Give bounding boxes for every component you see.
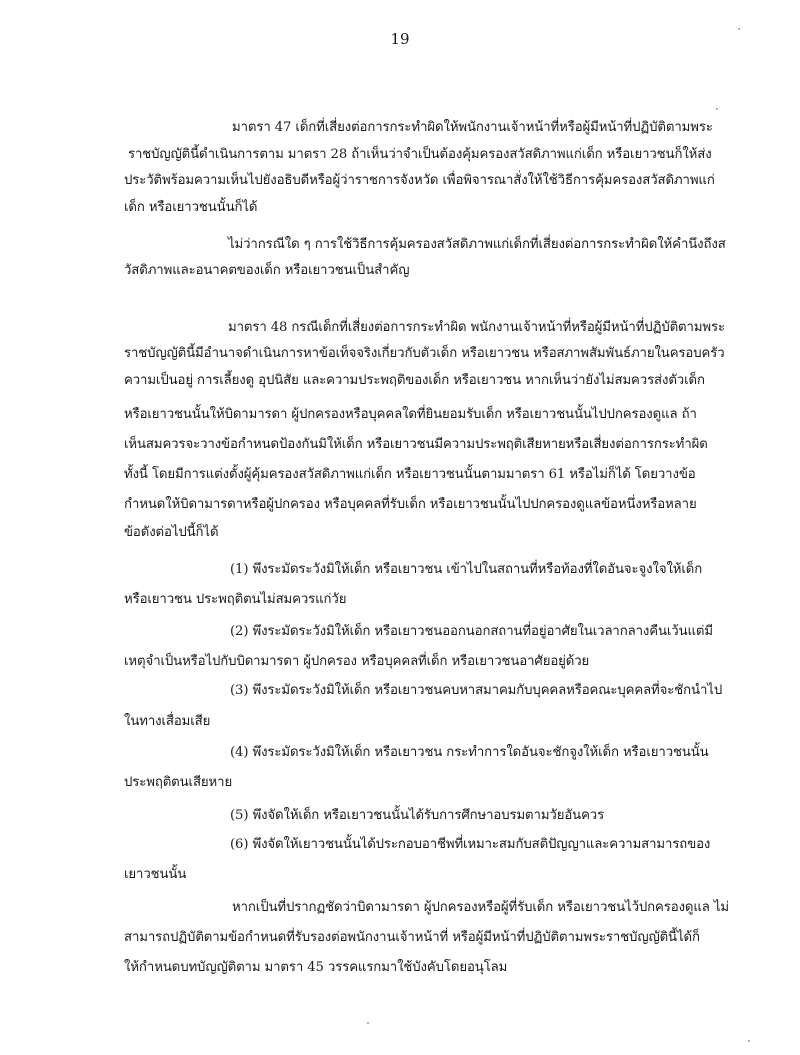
page-number: 19 xyxy=(390,30,410,48)
section-48-line: ให้กำหนดบทบัญญัติตาม มาตรา 45 วรรคแรกมาใช้บังคับโดยอนุโลม xyxy=(124,960,508,975)
section-47-line: ประวัติพร้อมความเห็นไปยังอธิบดีหรือผู้ว่าราชการจังหวัด เพื่อพิจารณาสั่งให้ใช้วิธีการคุ้มครองสวัสดิภาพแก่ xyxy=(124,173,715,188)
clause-6-line: เยาวชนนั้น xyxy=(124,867,187,882)
section-48-line: กำหนดให้บิดามารดาหรือผู้ปกครอง หรือบุคคลที่รับเด็ก หรือเยาวชนนั้นไปปกครองดูแลข้อหนึ่งหรือหลาย xyxy=(124,497,697,512)
scan-speck xyxy=(367,1022,369,1024)
section-48-line: สามารถปฏิบัติตามข้อกำหนดที่รับรองต่อพนักงานเจ้าหน้าที่ หรือผู้มีหน้าที่ปฏิบัติตามพระราชบัญญัตินี้ได้ก็ xyxy=(124,930,700,945)
scan-speck xyxy=(738,28,740,30)
clause-3-line: ในทางเสื่อมเสีย xyxy=(124,714,211,729)
section-47-heading-line: มาตรา 47 เด็กที่เสี่ยงต่อการกระทำผิดให้พนักงานเจ้าหน้าที่หรือผู้มีหน้าที่ปฏิบัติตามพระ xyxy=(232,120,713,135)
section-47-line: ราชบัญญัตินี้ดำเนินการตาม มาตรา 28 ถ้าเห็นว่าจำเป็นต้องคุ้มครองสวัสดิภาพแก่เด็ก หรือเยาวชนก็ให้ส่ง xyxy=(128,147,712,162)
section-48-line: ราชบัญญัตินี้มีอำนาจดำเนินการหาข้อเท็จจริงเกี่ยวกับตัวเด็ก หรือเยาวชน หรือสภาพสัมพันธ์ภายในครอบครัว xyxy=(124,346,725,361)
section-47-line: เด็ก หรือเยาวชนนั้นก็ได้ xyxy=(124,200,258,215)
clause-4-line: ประพฤติตนเสียหาย xyxy=(124,775,233,790)
section-48-line: ความเป็นอยู่ การเลี้ยงดู อุปนิสัย และความประพฤติของเด็ก หรือเยาวชน หากเห็นว่ายังไม่สมควรส่งตัวเด็ก xyxy=(124,373,705,388)
section-47-line: วัสดิภาพและอนาคตของเด็ก หรือเยาวชนเป็นสำคัญ xyxy=(124,263,410,278)
section-47-paragraph-start: ไม่ว่ากรณีใด ๆ การใช้วิธีการคุ้มครองสวัสดิภาพแก่เด็กที่เสี่ยงต่อการกระทำผิดให้คำนึงถึงส xyxy=(228,237,726,252)
scan-speck xyxy=(716,108,718,110)
section-48-line: หรือเยาวชนนั้นให้บิดามารดา ผู้ปกครองหรือบุคคลใดที่ยินยอมรับเด็ก หรือเยาวชนนั้นไปปกครองดูแล ถ้า xyxy=(124,407,697,422)
clause-3-line: (3) พึงระมัดระวังมิให้เด็ก หรือเยาวชนคบหาสมาคมกับบุคคลหรือคณะบุคคลที่จะชักนำไป xyxy=(230,683,723,698)
clause-6-line: (6) พึงจัดให้เยาวชนนั้นได้ประกอบอาชีพที่เหมาะสมกับสติปัญญาและความสามารถของ xyxy=(230,837,711,852)
clause-5-line: (5) พึงจัดให้เด็ก หรือเยาวชนนั้นได้รับการศึกษาอบรมตามวัยอันควร xyxy=(230,808,605,823)
section-48-line: เห็นสมควรจะวางข้อกำหนดป้องกันมิให้เด็ก หรือเยาวชนมีความประพฤติเสียหายหรือเสี่ยงต่อการกระทำผิด xyxy=(124,437,708,452)
section-48-paragraph-start: หากเป็นที่ปรากฏชัดว่าบิดามารดา ผู้ปกครองหรือผู้ที่รับเด็ก หรือเยาวชนไว้ปกครองดูแล ไม่ xyxy=(232,900,729,915)
clause-1-line: หรือเยาวชน ประพฤติตนไม่สมควรแก่วัย xyxy=(124,592,347,607)
section-48-line: ข้อดังต่อไปนี้ก็ได้ xyxy=(124,525,219,540)
scan-speck xyxy=(748,1040,750,1042)
clause-2-line: (2) พึงระมัดระวังมิให้เด็ก หรือเยาวชนออกนอกสถานที่อยู่อาศัยในเวลากลางคืนเว้นแต่มี xyxy=(230,624,713,639)
clause-2-line: เหตุจำเป็นหรือไปกับบิดามารดา ผู้ปกครอง หรือบุคคลที่เด็ก หรือเยาวชนอาศัยอยู่ด้วย xyxy=(124,654,590,669)
section-48-line: ทั้งนี้ โดยมีการแต่งตั้งผู้คุ้มครองสวัสดิภาพแก่เด็ก หรือเยาวชนนั้นตามมาตรา 61 หรือไม่ก็ได้ โดยวางข้อ xyxy=(124,467,696,482)
section-48-heading-line: มาตรา 48 กรณีเด็กที่เสี่ยงต่อการกระทำผิด พนักงานเจ้าหน้าที่หรือผู้มีหน้าที่ปฏิบัติตามพระ xyxy=(228,320,725,335)
clause-4-line: (4) พึงระมัดระวังมิให้เด็ก หรือเยาวชน กระทำการใดอันจะชักจูงให้เด็ก หรือเยาวชนนั้น xyxy=(230,745,709,760)
clause-1-line: (1) พึงระมัดระวังมิให้เด็ก หรือเยาวชน เข้าไปในสถานที่หรือท้องที่ใดอันจะจูงใจให้เด็ก xyxy=(230,562,703,577)
